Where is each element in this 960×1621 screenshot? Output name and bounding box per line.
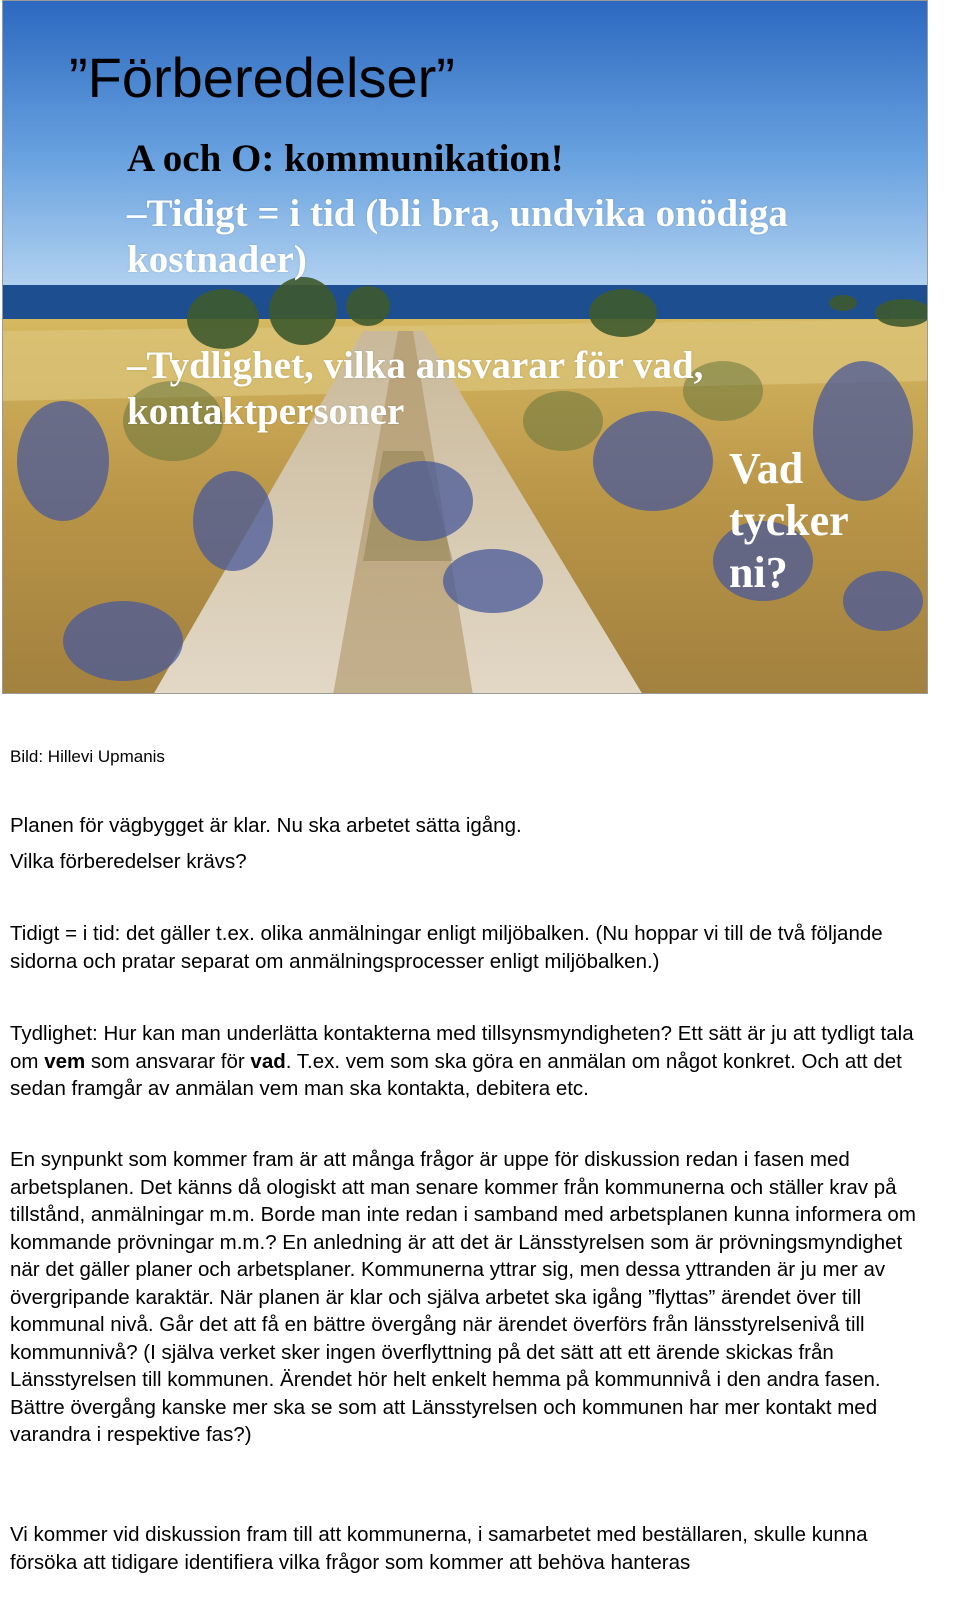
clarity-bold-who: vem <box>44 1049 86 1073</box>
clarity-text-1: Tydlighet: Hur kan man underlätta kontakterna med tillsynsmyndigheten? Ett sätt är ju att tydligt tala om <box>10 1022 914 1073</box>
slide-bullet-clarity: –Tydlighet, vilka ansvarar för vad, kontaktpersoner <box>127 344 704 433</box>
clarity-text-2: som ansvarar för <box>85 1049 251 1073</box>
clarity-bold-what: vad <box>250 1049 286 1073</box>
paragraph-viewpoint: En synpunkt som kommer fram är att många frågor är uppe för diskussion redan i fasen med arbetsplanen. Det känns då ologiskt att man senare kommer från kommunerna och ställer krav på tillstånd, anmälningar m.m. Borde man inte redan i samband med arbetsplanen kunna informera om kommande prövningar m.m.? En anledning är att det är Länsstyrelsen som är prövningsmyndighet när det gäller planer och arbetsplaner. Kommunerna yttrar sig, men dessa yttranden är ju mer av övergripande karaktär. När planen är klar och själva arbetet ska igång ”flyttas” ärendet över till kommunal nivå. Går det att få en bättre övergång när ärendet överförs från länsstyrelsenivå till kommunnivå? (I själva verket sker ingen överflyttning på det sätt att ett ärende skickas från Länsstyrelsen till kommunen. Ärendet hör helt enkelt hemma på kommunnivå i den andra fasen. Bättre övergång kanske mer ska se som att Länsstyrelsen och kommunen har mer kontakt med varandra i respektive fas?) <box>10 1148 916 1446</box>
slide-bullet-early: –Tidigt = i tid (bli bra, undvika onödiga kostnader) <box>127 192 788 281</box>
slide-question: Vad tycker ni? <box>729 444 848 597</box>
paragraph-early: Tidigt = i tid: det gäller t.ex. olika anmälningar enligt miljöbalken. (Nu hoppar vi till de två följande sidorna och pratar separat om anmälningsprocesser enligt miljöbalken.) <box>10 922 883 973</box>
paragraph-conclusion: Vi kommer vid diskussion fram till att kommunerna, i samarbetet med beställaren, skulle kunna försöka att tidigare identifiera vilka frågor som kommer att behöva hanteras <box>10 1523 868 1574</box>
slide-image <box>2 0 928 694</box>
intro-line-2: Vilka förberedelser krävs? <box>10 849 247 873</box>
paragraph-clarity <box>10 1020 925 1103</box>
clarity-text-3: . T.ex. vem som ska göra en anmälan om något konkret. Och att det sedan framgår av anmälan vem man ska kontakta, debitera etc. <box>10 1049 902 1100</box>
paragraph-intro <box>10 812 925 875</box>
slide-title: ”Förberedelser” <box>69 46 455 109</box>
image-caption: Bild: Hillevi Upmanis <box>10 747 165 766</box>
slide-subtitle: A och O: kommunikation! <box>127 137 564 180</box>
intro-line-1: Planen för vägbygget är klar. Nu ska arbetet sätta igång. <box>10 814 522 837</box>
